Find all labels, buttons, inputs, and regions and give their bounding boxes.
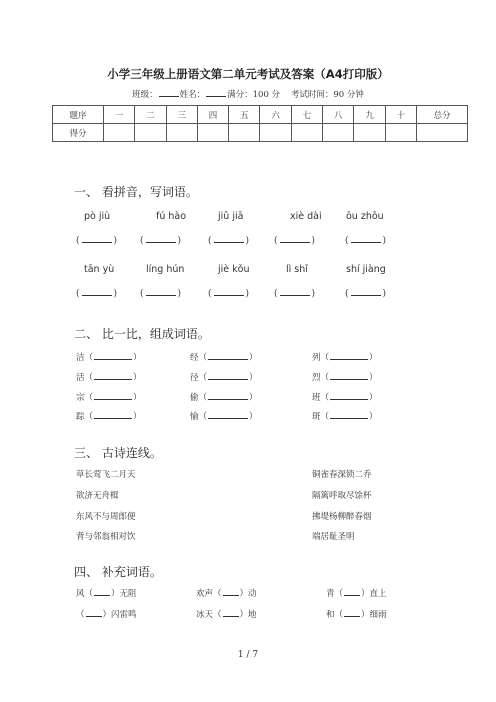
- table-header-cell: 四: [197, 106, 228, 124]
- poem-left-item[interactable]: 欲济无舟楫: [76, 491, 119, 501]
- poem-left-item[interactable]: 东风不与周郎便: [76, 512, 136, 522]
- pinyin-item: lì shǐ: [286, 264, 308, 275]
- pinyin-item: líng hún: [146, 264, 185, 275]
- fill-item[interactable]: 欢声（ ）动: [196, 589, 257, 599]
- pinyin-item: jiè kǒu: [218, 264, 250, 275]
- answer-blank[interactable]: ( ): [76, 289, 118, 299]
- compare-item[interactable]: 列（ ）: [312, 353, 378, 363]
- poem-right-item[interactable]: 隔篱呼取尽馀杯: [312, 491, 372, 501]
- section-3-heading: 三、 古诗连线。: [74, 446, 162, 460]
- compare-item[interactable]: 烈（ ）: [312, 373, 378, 383]
- score-cell: [417, 124, 468, 142]
- score-table-header-row: [53, 106, 468, 124]
- table-header-cell: 九: [354, 106, 385, 124]
- page-number: 1 / 7: [237, 650, 259, 660]
- table-header-cell: 八: [323, 106, 354, 124]
- compare-item[interactable]: 活（ ）: [76, 373, 142, 383]
- table-header-cell: 七: [291, 106, 322, 124]
- section-2-heading: 二、 比一比，组成词语。: [74, 327, 210, 341]
- score-cell: [291, 124, 322, 142]
- compare-item[interactable]: 宗（ ）: [76, 393, 142, 403]
- poem-right-item[interactable]: 拂堤杨柳醉春烟: [312, 512, 372, 522]
- score-cell: [229, 124, 260, 142]
- section-4-heading: 四、 补充词语。: [74, 565, 162, 579]
- class-label: 班级：: [132, 90, 158, 100]
- table-header-cell: 二: [135, 106, 166, 124]
- answer-blank[interactable]: ( ): [345, 236, 387, 246]
- pinyin-item: jiǔ jiā: [218, 211, 244, 222]
- answer-blank[interactable]: ( ): [345, 289, 387, 299]
- compare-item[interactable]: 径（ ）: [190, 373, 258, 383]
- pinyin-item: tān yù: [84, 264, 115, 275]
- compare-item[interactable]: 经（ ）: [190, 353, 258, 363]
- poem-right-item[interactable]: 铜雀春深锁二乔: [312, 470, 372, 480]
- full-score: 满分：100 分: [227, 90, 281, 100]
- fill-item[interactable]: 风（ ）无阻: [76, 589, 137, 599]
- section-1-heading: 一、 看拼音，写词语。: [74, 185, 198, 199]
- pinyin-item: xiè dài: [290, 211, 322, 222]
- answer-blank[interactable]: ( ): [274, 236, 316, 246]
- score-cell: [260, 124, 291, 142]
- table-header-cell: 一: [104, 106, 135, 124]
- table-header-cell: 总分: [417, 106, 468, 124]
- pinyin-item: fú hào: [156, 211, 187, 222]
- fill-item[interactable]: 冰天（ ）地: [196, 610, 257, 620]
- table-header-cell: 三: [166, 106, 197, 124]
- poem-right-item[interactable]: 端居耻圣明: [312, 532, 355, 542]
- compare-item[interactable]: 班（ ）: [312, 393, 378, 403]
- name-label: 姓名：: [179, 90, 206, 100]
- score-table: [52, 105, 468, 142]
- table-header-cell: 十: [385, 106, 416, 124]
- compare-item[interactable]: 偷（ ）: [190, 393, 258, 403]
- compare-item[interactable]: 愉（ ）: [190, 412, 258, 422]
- page-title: 小学三年级上册语文第二单元考试及答案（A4打印版）: [107, 67, 389, 81]
- score-row-label: 得分: [53, 124, 104, 142]
- fill-item[interactable]: 和（ ）细雨: [326, 610, 387, 620]
- pinyin-item: shí jiàng: [346, 264, 386, 275]
- fill-item[interactable]: 青（ ）直上: [326, 589, 387, 599]
- score-cell: [385, 124, 416, 142]
- table-header-cell: 六: [260, 106, 291, 124]
- compare-item[interactable]: 斑（ ）: [312, 412, 378, 422]
- poem-left-item[interactable]: 草长莺飞二月天: [76, 470, 136, 480]
- answer-blank[interactable]: ( ): [274, 289, 316, 299]
- poem-left-item[interactable]: 背与邻翁相对饮: [76, 532, 136, 542]
- answer-blank[interactable]: ( ): [140, 236, 182, 246]
- answer-blank[interactable]: ( ): [208, 236, 250, 246]
- exam-time: 考试时间：90 分钟: [290, 90, 364, 100]
- score-table-score-row: [53, 124, 468, 142]
- compare-item[interactable]: 洁（ ）: [76, 353, 142, 363]
- answer-blank[interactable]: ( ): [208, 289, 250, 299]
- score-cell: [354, 124, 385, 142]
- pinyin-item: ōu zhōu: [346, 211, 384, 222]
- score-cell: [135, 124, 166, 142]
- answer-blank[interactable]: ( ): [140, 289, 182, 299]
- pinyin-item: pò jiù: [84, 211, 111, 222]
- table-header-cell: 五: [229, 106, 260, 124]
- name-blank: [206, 88, 226, 97]
- class-blank: [159, 88, 179, 97]
- score-cell: [104, 124, 135, 142]
- fill-item[interactable]: （ ）闪雷鸣: [76, 610, 137, 620]
- exam-meta: [0, 88, 496, 100]
- compare-item[interactable]: 踪（ ）: [76, 412, 142, 422]
- table-header-cell: 题序: [53, 106, 104, 124]
- answer-blank[interactable]: ( ): [76, 236, 118, 246]
- score-cell: [323, 124, 354, 142]
- score-cell: [197, 124, 228, 142]
- score-cell: [166, 124, 197, 142]
